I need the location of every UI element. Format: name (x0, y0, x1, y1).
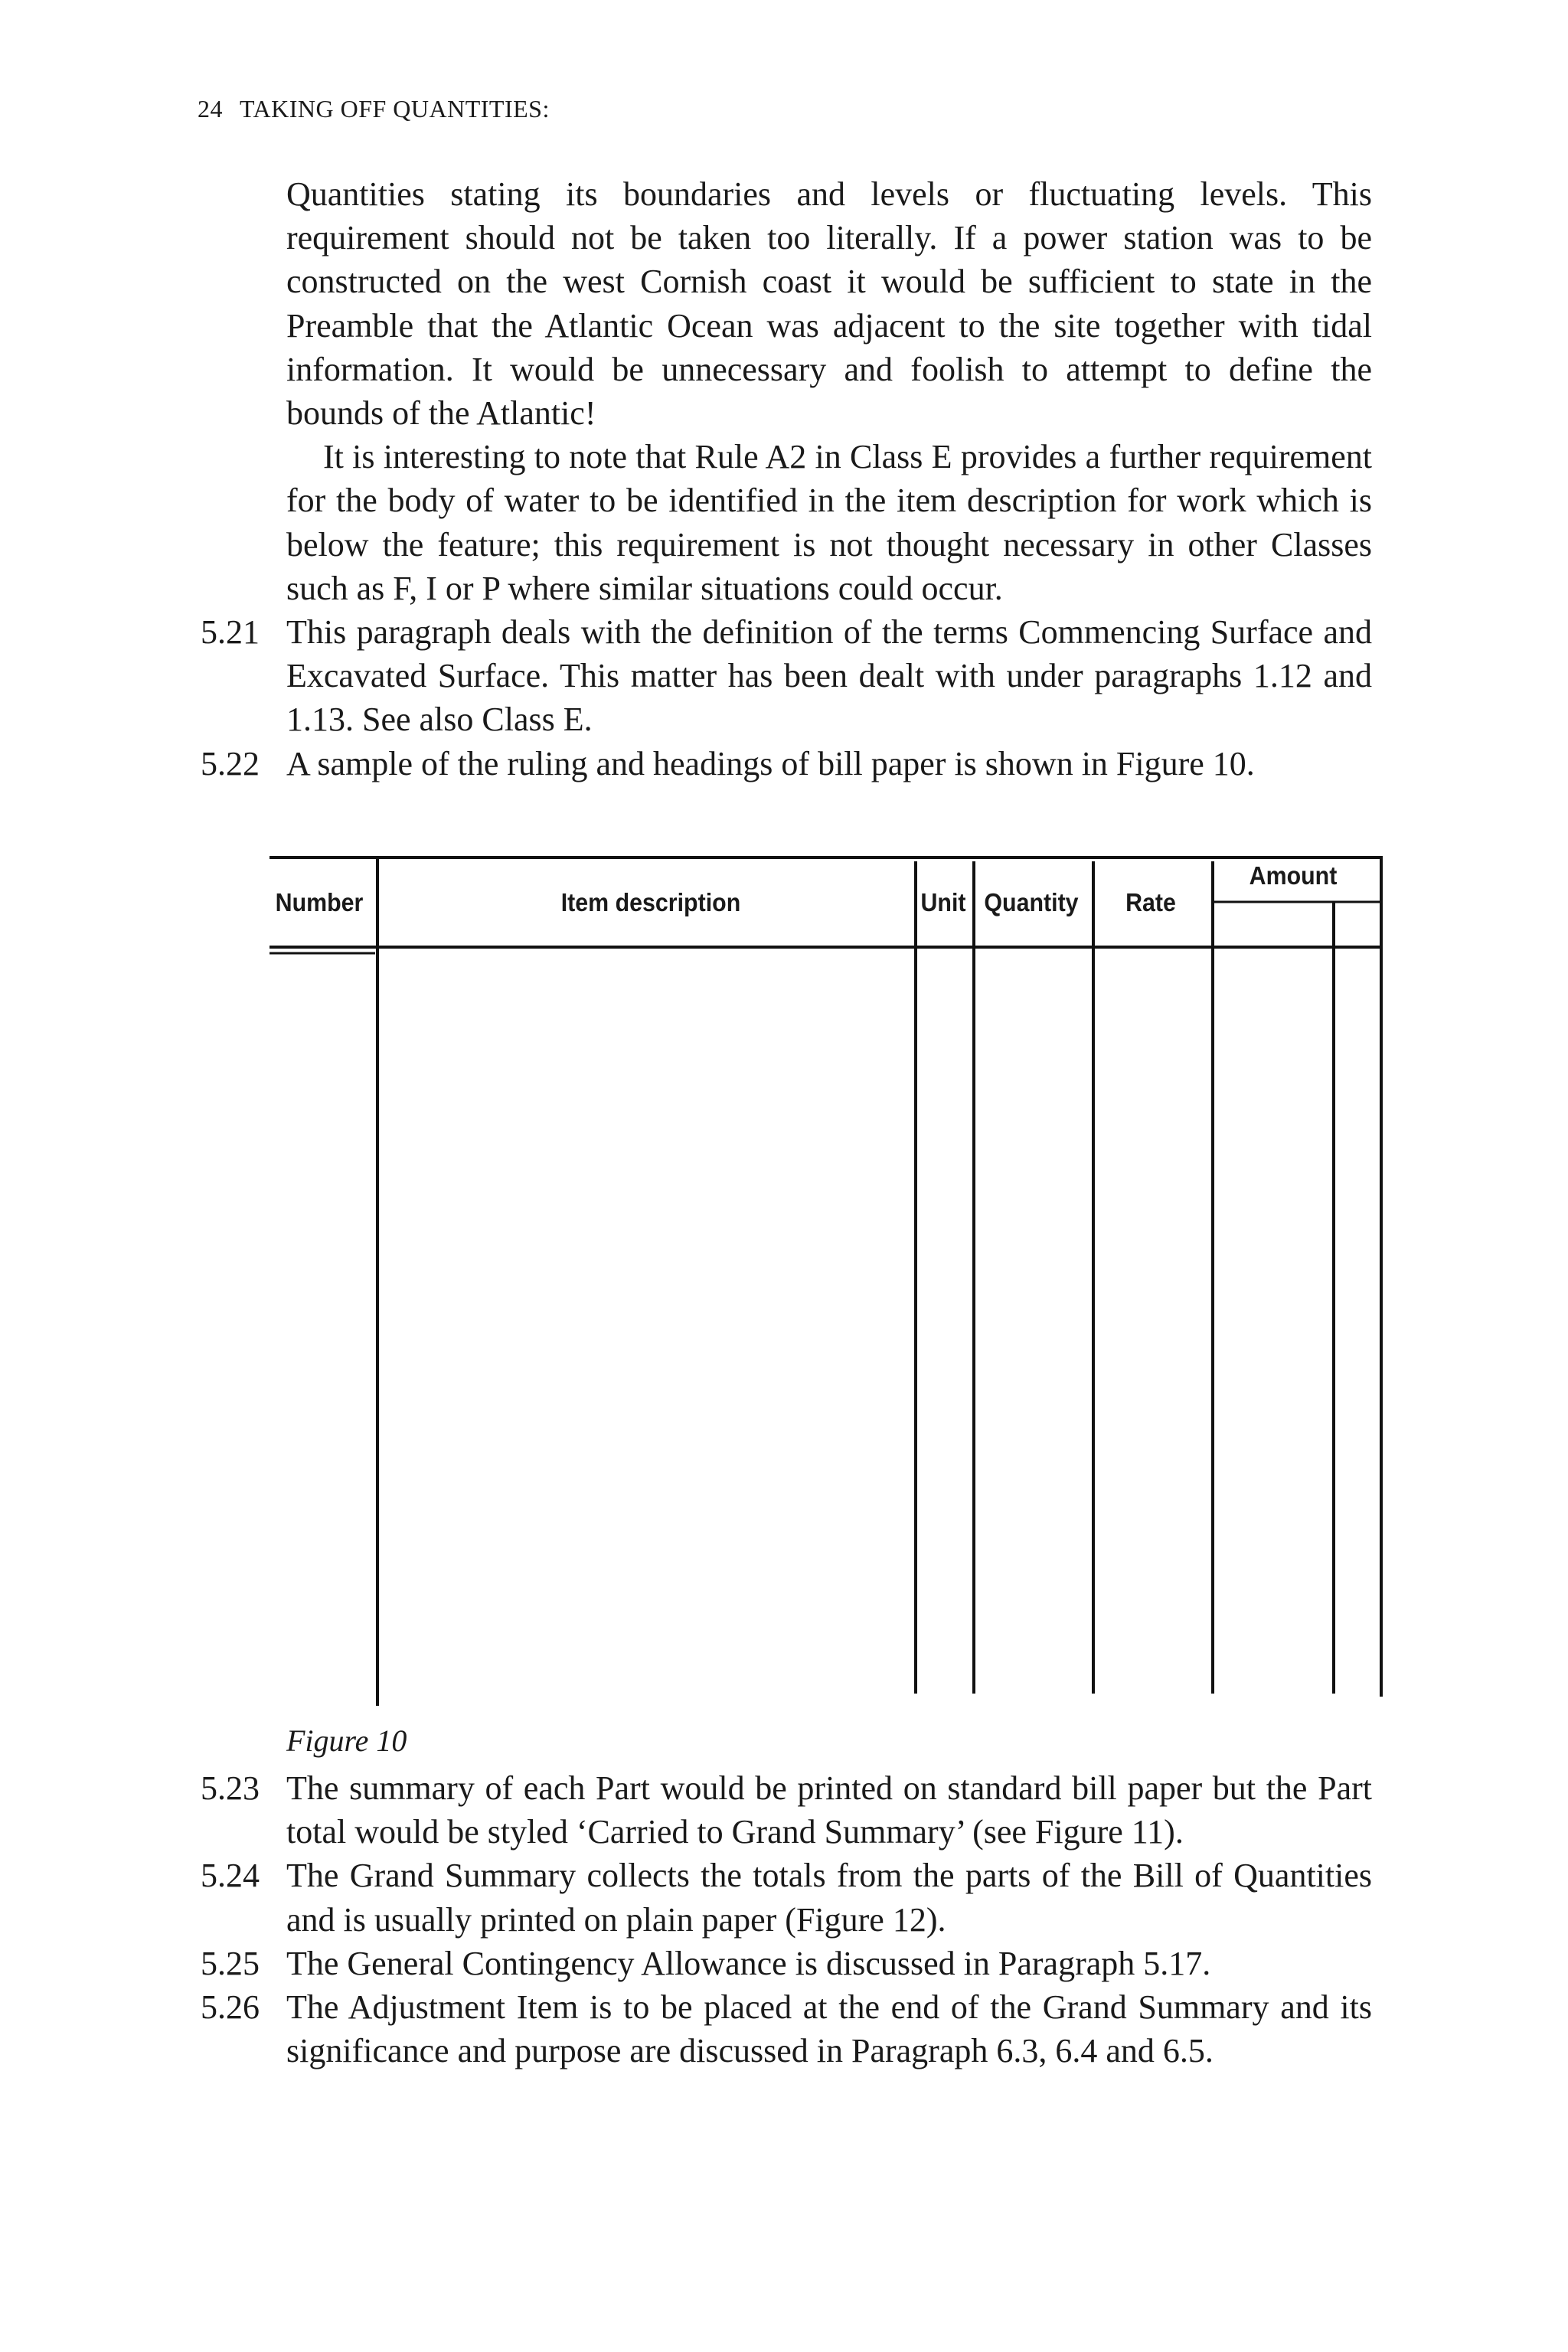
paragraph-number: 5.26 (201, 1988, 260, 2027)
paragraph-number: 5.21 (201, 613, 260, 652)
paragraph-number: 5.22 (201, 744, 260, 782)
paragraph-text: The summary of each Part would be printed on standard bill paper but the Part total would be styled ‘Carried to Grand Summary’ (see Figure 11). (286, 1769, 1372, 1851)
paragraph-text: The Grand Summary collects the totals from the parts of the Bill of Quantities and is usually printed on plain paper (Figure 12). (286, 1857, 1372, 1939)
header-number: Number (275, 888, 364, 916)
paragraph-rule-a2: It is interesting to note that Rule A2 in Class E provides a further requirement for the body of water to be identified in the item description for work which is below the feature; this requirement is not thought necessary in other Classes such as F, I or P where similar situations could occur. (286, 438, 1372, 607)
header-amount: Amount (1249, 861, 1338, 890)
header-quantity: Quantity (984, 888, 1079, 916)
paragraph-number: 5.24 (201, 1857, 260, 1895)
paragraph-number: 5.23 (201, 1769, 260, 1807)
paragraph-text: The General Contingency Allowance is discussed in Paragraph 5.17. (286, 1944, 1211, 1982)
numbered-paragraph-5-23 (201, 1766, 1372, 1854)
running-title: TAKING OFF QUANTITIES: (240, 95, 550, 122)
header-unit: Unit (920, 888, 966, 916)
paragraph-text: This paragraph deals with the definition of the terms Commencing Surface and Excavated Surface. This matter has been dealt with under paragraphs 1.12 and 1.13. See also Class E. (286, 613, 1372, 739)
paragraph-number: 5.25 (201, 1944, 260, 1982)
header-item-description: Item description (560, 888, 741, 916)
numbered-paragraph-5-26 (201, 1985, 1372, 2073)
numbered-paragraph-5-24 (201, 1854, 1372, 1941)
figure-caption: Figure 10 (286, 1723, 407, 1758)
paragraph-text: The Adjustment Item is to be placed at the end of the Grand Summary and its significance and purpose are discussed in Paragraph 6.3, 6.4 and 6.5. (286, 1988, 1372, 2070)
numbered-paragraph-5-25 (201, 1942, 1372, 1985)
paragraph-text: A sample of the ruling and headings of bill paper is shown in Figure 10. (286, 744, 1255, 782)
bottom-text-block (201, 1766, 1372, 2073)
header-rate: Rate (1125, 888, 1176, 916)
paragraph-continued: Quantities stating its boundaries and levels or fluctuating levels. This requirement should not be taken too literally. If a power station was to be constructed on the west Cornish coast it would be sufficient to state in the Preamble that the Atlantic Ocean was adjacent to the site together with tidal information. It would be unnecessary and foolish to attempt to define the bounds of the Atlantic! (286, 175, 1372, 433)
page-number: 24 (198, 95, 223, 122)
